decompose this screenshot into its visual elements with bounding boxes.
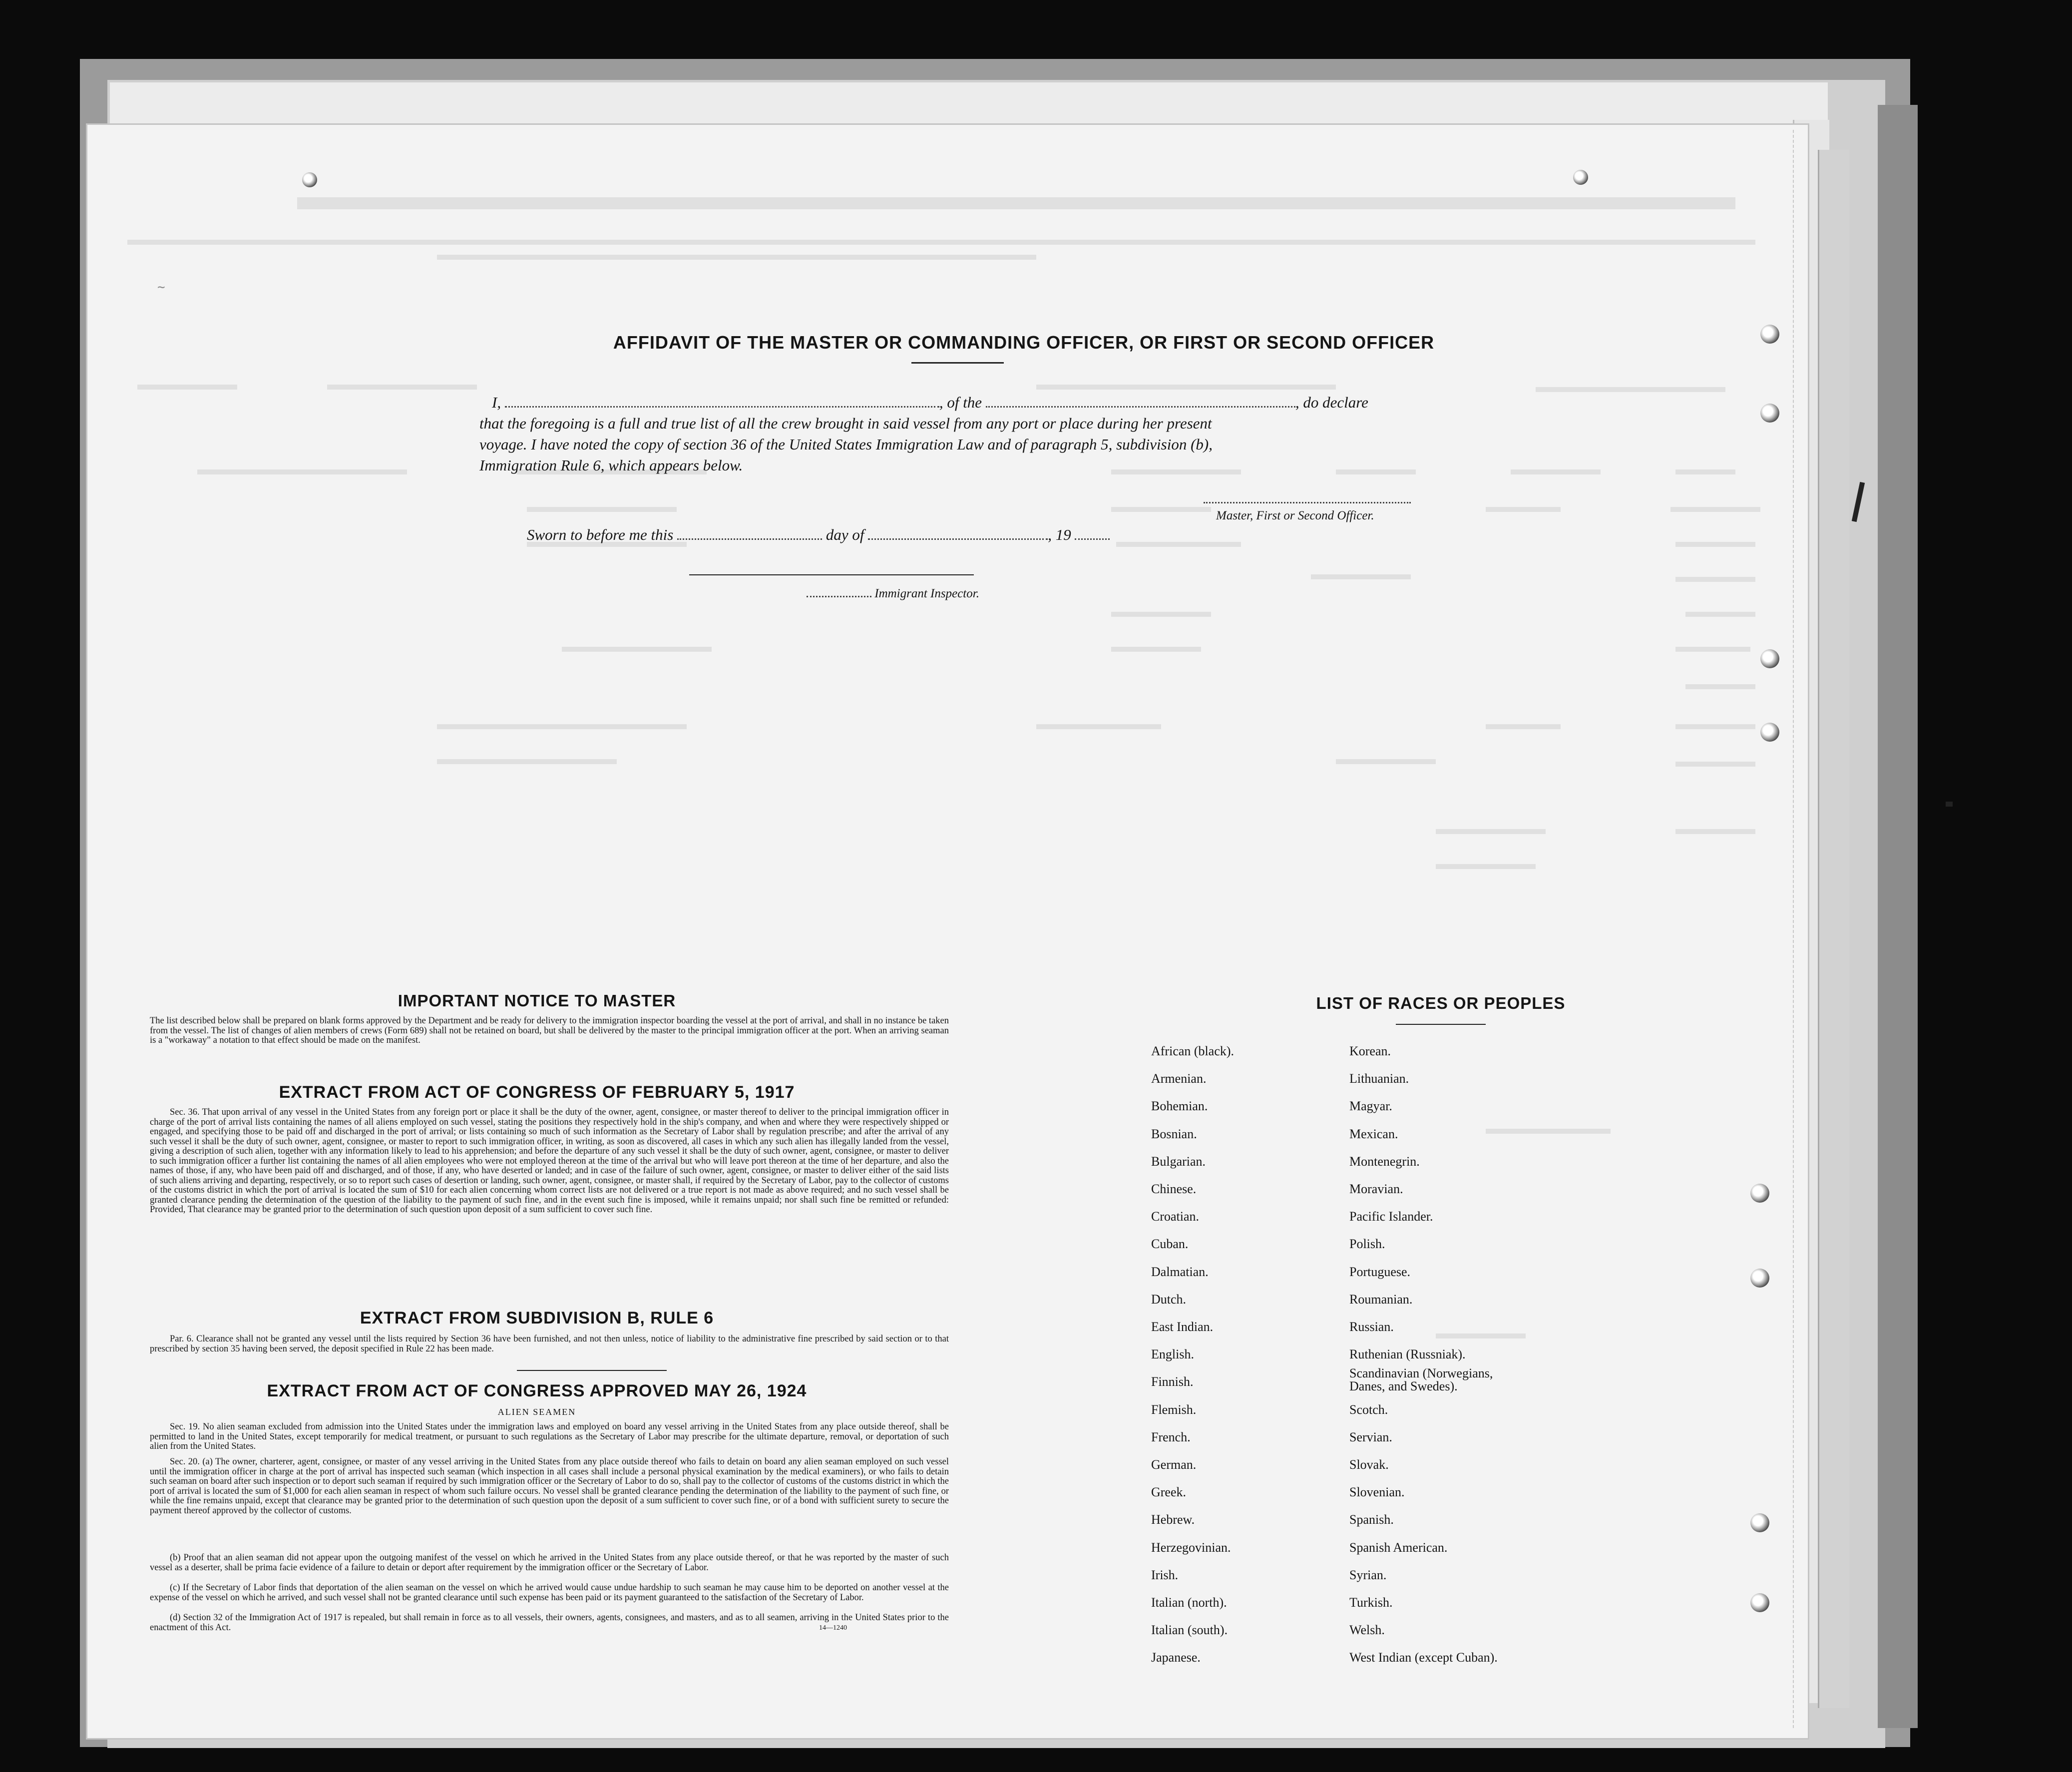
notice-title: IMPORTANT NOTICE TO MASTER (398, 991, 676, 1010)
race-item: Roumanian. (1349, 1292, 1413, 1307)
affidavit-i: I, (492, 394, 501, 411)
sheet-right-edge-2 (1818, 150, 1849, 1708)
race-item: Polish. (1349, 1237, 1385, 1252)
punch-hole (1760, 723, 1779, 742)
race-item: Scotch. (1349, 1402, 1388, 1417)
race-item: Moravian. (1349, 1182, 1403, 1196)
race-item: Servian. (1349, 1429, 1392, 1444)
race-item: Irish. (1151, 1567, 1179, 1582)
race-item: Lithuanian. (1349, 1071, 1409, 1086)
extract-1917-title: EXTRACT FROM ACT OF CONGRESS OF FEBRUARY 5, 1917 (279, 1083, 795, 1102)
race-item: Ruthenian (Russniak). (1349, 1347, 1466, 1362)
sheet-edge-strip (1878, 105, 1918, 1728)
race-item: East Indian. (1151, 1320, 1214, 1334)
race-item: Bulgarian. (1151, 1154, 1206, 1169)
extract-rule6-title: EXTRACT FROM SUBDIVISION B, RULE 6 (360, 1309, 714, 1328)
punch-hole (1750, 1269, 1769, 1288)
race-item: French. (1151, 1429, 1191, 1444)
race-item: Hebrew. (1151, 1512, 1195, 1527)
race-item: Magyar. (1349, 1099, 1392, 1114)
form-number: 14—1240 (819, 1624, 847, 1632)
punch-hole (1760, 404, 1779, 423)
race-item: Syrian. (1349, 1567, 1387, 1582)
race-item: Pacific Islander. (1349, 1209, 1433, 1224)
affidavit-title: AFFIDAVIT OF THE MASTER OR COMMANDING OFFICER, OR FIRST OR SECOND OFFICER (613, 332, 1435, 353)
race-item: Spanish American. (1349, 1540, 1448, 1555)
race-item: African (black). (1151, 1044, 1235, 1058)
race-item: Russian. (1349, 1320, 1394, 1334)
affidavit-line-4: Immigration Rule 6, which appears below. (479, 456, 743, 474)
inspector-label: Immigrant Inspector. (874, 587, 979, 600)
document-page (87, 125, 1808, 1738)
race-item: Croatian. (1151, 1209, 1200, 1224)
race-item: Flemish. (1151, 1402, 1197, 1417)
race-item: Welsh. (1349, 1623, 1385, 1638)
race-item: Korean. (1349, 1044, 1391, 1058)
race-item: Scandinavian (Norwegians, Danes, and Swedes). (1349, 1366, 1493, 1394)
race-item: Turkish. (1349, 1595, 1393, 1610)
punch-hole (1573, 170, 1588, 185)
sworn-prefix: Sworn to before me this (527, 526, 674, 543)
races-title-rule (1396, 1024, 1486, 1025)
affidavit-line-2: that the foregoing is a full and true list of all the crew brought in said vessel from any port or place during her present (479, 415, 1212, 432)
sheet-top-edge (110, 82, 1828, 129)
race-item: Cuban. (1151, 1237, 1189, 1252)
affidavit-of-the: , of the (939, 394, 982, 411)
extract-1924-title: EXTRACT FROM ACT OF CONGRESS APPROVED MAY 26, 1924 (267, 1381, 807, 1400)
notice-text: The list described below shall be prepared on blank forms approved by the Department and be ready for delivery to the immigration inspector boarding the vessel at the port of arrival, and shall in no instance be taken from the vessel. The list of changes of alien members of crews (Form 689) shall not be retained on board, but shall be delivered by the master to the principal immigration officer at the port. When an arriving seaman is a "workaway" a notation to that effect should be made on the manifest. (150, 1016, 949, 1045)
race-item: Italian (south). (1151, 1623, 1228, 1638)
race-item: Slovak. (1349, 1457, 1389, 1472)
margin-rule (1793, 130, 1794, 1728)
extract-1924-sec19: Sec. 19. No alien seaman excluded from admission into the United States under the immigration laws and employed on board any vessel arriving in the United States from any place outside thereof, shall be permitted to land in the United States, except temporarily for medical treatment, or pursuant to such regulations as the Secretary of Labor may prescribe for the ultimate departure, removal, or deportation of such alien from the United States. (150, 1422, 949, 1451)
sworn-year: , 19 (1048, 526, 1071, 543)
master-signature-label: Master, First or Second Officer. (1216, 509, 1374, 522)
race-item: Montenegrin. (1349, 1154, 1420, 1169)
vessel-blank (986, 392, 1295, 408)
sworn-month-blank (868, 524, 1048, 540)
race-item: Bohemian. (1151, 1099, 1208, 1114)
race-item: Mexican. (1349, 1126, 1398, 1141)
race-item: Bosnian. (1151, 1126, 1197, 1141)
races-title: LIST OF RACES OR PEOPLES (1316, 994, 1566, 1012)
master-signature-blank (1204, 492, 1411, 503)
sworn-day-of: day of (826, 526, 864, 543)
race-item: Japanese. (1151, 1650, 1201, 1665)
name-blank (505, 392, 939, 408)
race-item: Herzegovinian. (1151, 1540, 1231, 1555)
rule6-divider (517, 1370, 667, 1371)
punch-hole (1750, 1513, 1769, 1532)
punch-hole (1760, 325, 1779, 344)
punch-hole (302, 172, 317, 187)
race-item: English. (1151, 1347, 1194, 1362)
race-item: German. (1151, 1457, 1197, 1472)
sworn-line (527, 524, 1326, 545)
inspector-blank (807, 587, 871, 597)
sworn-day-blank (677, 524, 822, 540)
extract-1924-sec20b: (b) Proof that an alien seaman did not appear upon the outgoing manifest of the vessel on which he arrived in the United States from any place outside thereof, or that he was reported by the master of such vessel as a deserter, shall be prima facie evidence of a failure to detain or deport after requirement by the immigration officer or the Secretary of Labor. (150, 1553, 949, 1573)
race-item: Chinese. (1151, 1182, 1197, 1196)
race-item: Slovenian. (1349, 1485, 1405, 1500)
extract-1924-subtitle: ALIEN SEAMEN (497, 1407, 576, 1417)
race-item: Dutch. (1151, 1292, 1187, 1307)
inspector-signature-line (689, 574, 974, 575)
inspector-line (807, 583, 979, 604)
sworn-year-blank (1075, 524, 1110, 540)
punch-hole (1750, 1184, 1769, 1203)
affidavit-line-3: voyage. I have noted the copy of section 36 of the United States Immigration Law and of paragraph 5, subdivision (b), (479, 436, 1213, 453)
punch-hole (1750, 1593, 1769, 1612)
affidavit-declare: , do declare (1295, 394, 1368, 411)
extract-1924-sec20a: Sec. 20. (a) The owner, charterer, agent, consignee, or master of any vessel arriving in the United States from any place outside thereof who fails to detain on board any alien seaman employed on such vessel until the immigration officer in charge at the port of arrival has inspected such seaman (which inspection in all cases shall include a personal physical examination by the medical examiners), or who fails to detain such seaman on board after such inspection or to deport such seaman if required by such immigration officer or the Secretary of Labor to do so, shall pay to the collector of customs of the customs district in which the port of arrival is located the sum of $1,000 for each alien seaman in respect of whom such failure occurs. No vessel shall be granted clearance pending the determination of the liability to the payment of such fine, or while the fine remains unpaid, except that clearance may be granted prior to the determination of such question upon the deposit of a sum sufficient to cover such fine, or of a bond with sufficient surety to secure the payment thereof approved by the collector of customs. (150, 1457, 949, 1516)
race-item: Greek. (1151, 1485, 1187, 1500)
affidavit-line-1 (492, 392, 1541, 413)
extract-rule6-text: Par. 6. Clearance shall not be granted any vessel until the lists required by Section 36 have been furnished, and not then unless, notice of liability to the administrative fine prescribed by said section or to that prescribed by section 35 having been served, the deposit specified in Rule 22 has been made. (150, 1334, 949, 1354)
title-rule (911, 362, 1004, 364)
race-item: Dalmatian. (1151, 1264, 1209, 1279)
extract-1924-sec20c: (c) If the Secretary of Labor finds that deportation of the alien seaman on the vessel on which he arrived would cause undue hardship to such seaman he may cause him to be deported on another vessel at the expense of the vessel on which he arrived, and such vessel shall not be granted clearance until such expense has been paid or its payment guaranteed to the satisfaction of the Secretary of Labor. (150, 1583, 949, 1603)
race-item: Portuguese. (1349, 1264, 1411, 1279)
race-item: West Indian (except Cuban). (1349, 1650, 1498, 1665)
race-item: Spanish. (1349, 1512, 1394, 1527)
extract-1917-text: Sec. 36. That upon arrival of any vessel in the United States from any foreign port or place it shall be the duty of the owner, agent, consignee, or master thereof to deliver to the principal immigration officer in charge of the port of arrival lists containing the names of all aliens employed on such vessel, stating the positions they respectively hold in the ship's company, and when and where they were respectively shipped or engaged, and specifying those to be paid off and discharged in the port of arrival; or lists containing so much of such information as the Secretary of Labor shall by regulation prescribe; and after the arrival of any such vessel it shall be the duty of such owner, agent, consignee, or master to report to such immigration officer, in writing, as soon as discovered, all cases in which any such alien has illegally landed from the vessel, giving a description of such alien, together with any information likely to lead to his apprehension; and before the departure of any such vessel it shall be the duty of such owner, agent, consignee, or master to deliver to such immigration officer a further list containing the names of all alien employees who were not employed thereon at the time of the arrival but who will leave port thereon at the time of her departure, and also the names of those, if any, who have been paid off and discharged, and of those, if any, who have deserted or landed; and in case of the failure of such owner, agent, consignee, or master to deliver either of the said lists of such aliens arriving and departing, respectively, or so to report such cases of desertion or landing, such owner, agent, consignee, or master shall, if required by the Secretary of Labor, pay to the collector of customs of the customs district in which the port of arrival is located the sum of $10 for each alien concerning whom correct lists are not delivered or a true report is not made as above required; and no such vessel shall be granted clearance pending the determination of the question of the liability to the payment of such fine, and in the event such fine is imposed, while it remains unpaid; nor shall such fine be remitted or refunded: Provided, That clearance may be granted prior to the determination of such question upon deposit of a sum sufficient to cover such fine. (150, 1107, 949, 1215)
punch-hole (1760, 649, 1779, 668)
stray-mark (1946, 802, 1953, 807)
race-item: Armenian. (1151, 1071, 1207, 1086)
race-item: Italian (north). (1151, 1595, 1227, 1610)
race-item: Finnish. (1151, 1374, 1194, 1389)
extract-1924-sec20d: (d) Section 32 of the Immigration Act of 1917 is repealed, but shall remain in force as to all vessels, their owners, agents, consignees, and masters, and as to all seamen, arriving in the United States prior to the enactment of this Act. (150, 1613, 949, 1633)
pencil-annotation: ~ (157, 280, 165, 295)
